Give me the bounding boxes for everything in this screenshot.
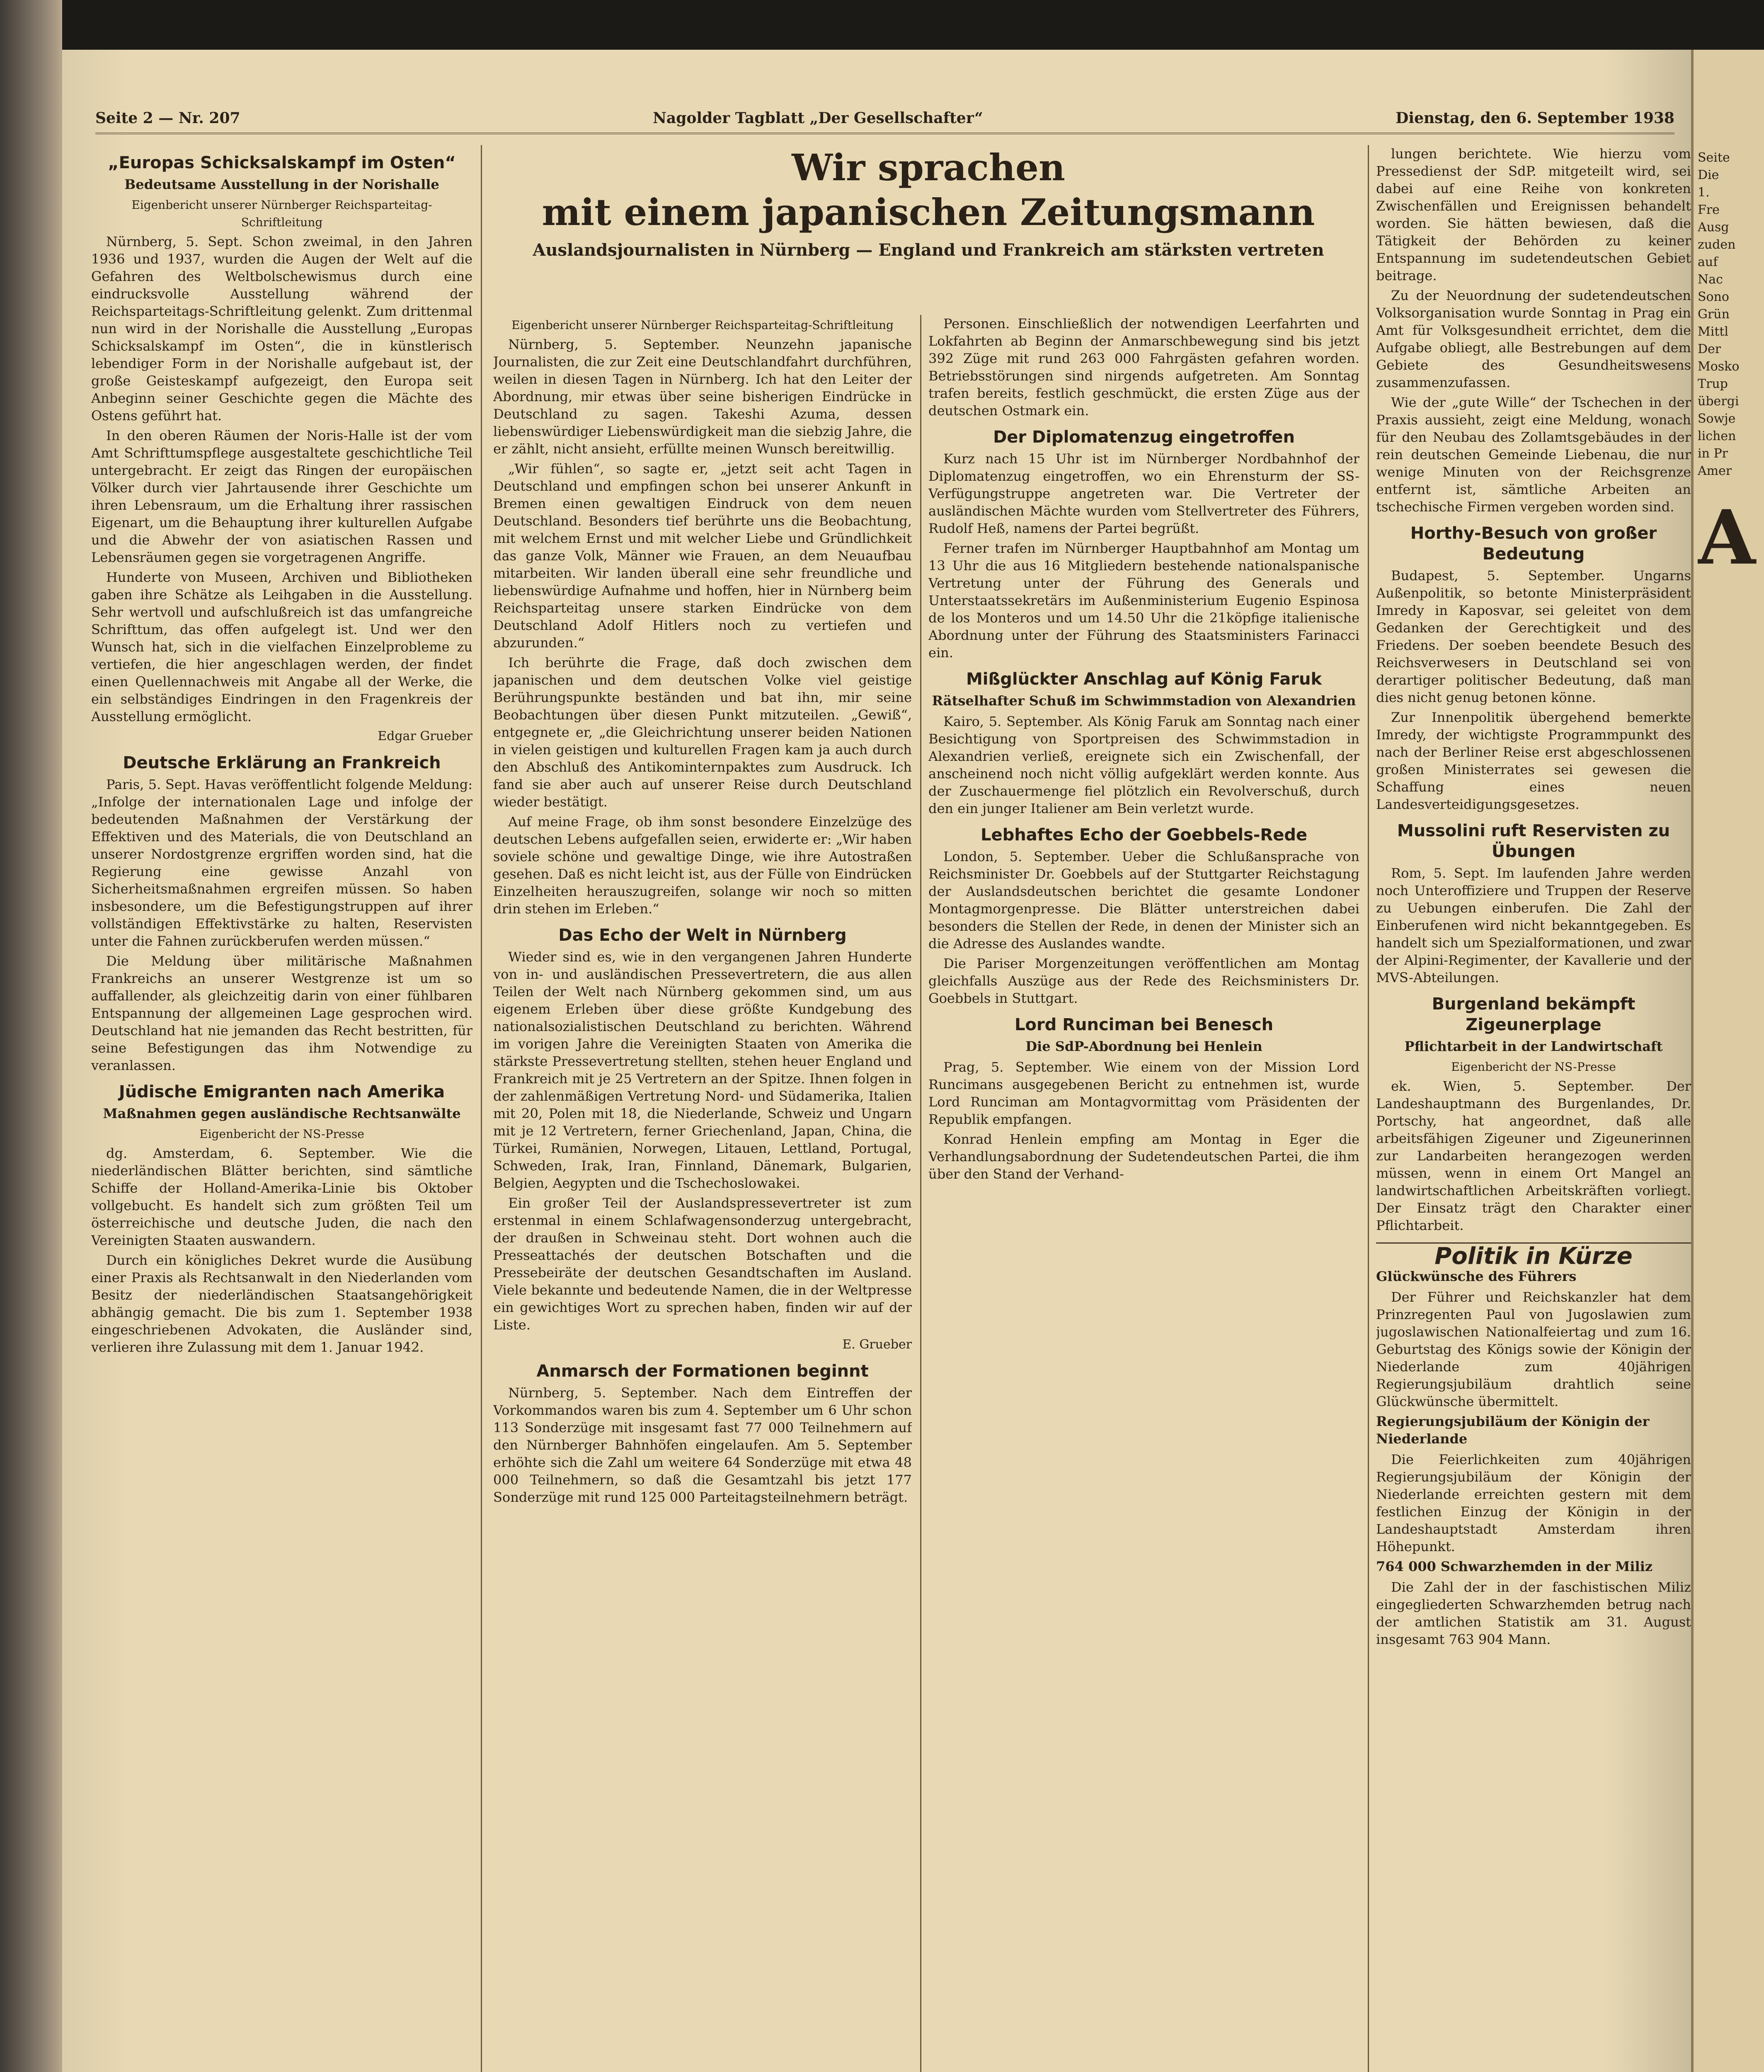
strip-line: Grün	[1698, 307, 1730, 322]
article-paragraph: Budapest, 5. September. Ungarns Außenpolitik, so betonte Ministerpräsident Imredy in Kaposvar, sei geleitet von dem Gedanken der Gerechtigkeit und des Friedens. Der soeben beendete Besuch des Reichsverwesers in Deutschland sei von derartiger politischer Bedeutung, daß man dies nicht genug betonen könne.	[1376, 568, 1691, 705]
facing-page-strip	[1691, 50, 1764, 2072]
article-body	[1376, 567, 1691, 813]
brief-headline: 764 000 Schwarzhemden in der Miliz	[1376, 1559, 1653, 1574]
article-paragraph: Nürnberg, 5. Sept. Schon zweimal, in den Jahren 1936 und 1937, wurden die Augen der Welt auf die Gefahren des Weltbolschewismus durch eine eindrucksvolle Ausstellung während der Reichsparteitags-Schriftleitung gelenkt. Zum drittenmal nun wird in der Norishalle die Ausstellung „Europas Schicksalskampf im Osten“, die in künstlerisch lebendiger Form in der Norishalle aufgebaut ist, der große Geisteskampf aufgezeigt, den Europa seit Anbeginn seiner Geschichte gegen die Mächte des Ostens geführt hat.	[91, 234, 472, 424]
politik-in-kuerze-heading: Politik in Kürze	[1376, 1242, 1691, 1265]
article-body	[928, 713, 1359, 817]
strip-line: Die	[1698, 168, 1719, 182]
strip-line: Der	[1698, 342, 1721, 356]
article-paragraph: Konrad Henlein empfing am Montag in Eger die Verhandlungsabordnung der Sudetendeutschen Partei, die ihm über den Stand der Verhand-	[928, 1131, 1359, 1182]
article-paragraph: ek. Wien, 5. September. Der Landeshauptmann des Burgenlandes, Dr. Portschy, hat angeordnet, daß alle arbeitsfähigen Zigeuner und Zigeunerinnen zur Landarbeiten herangezogen werden müssen, wenn in einem Ort Mangel an landwirtschaftlichen Arbeitskräften vorliegt. Der Einsatz trägt den Charakter einer Pflichtarbeit.	[1376, 1078, 1691, 1233]
article-paragraph: Kairo, 5. September. Als König Faruk am Sonntag nach einer Besichtigung von Sportpreisen des Schwimmstadion in Alexandrien verließ, ereignete sich ein Zwischenfall, der anscheinend noch nicht völlig aufgeklärt werden konnte. Aus der Zuschauermenge fiel plötzlich ein Revolverschuß, durch den ein junger Italiener am Bein verletzt wurde.	[928, 714, 1359, 816]
article-paragraph: Die Zahl der in der faschistischen Miliz eingegliederten Schwarzhemden betrug nach der amtlichen Statistik am 31. August insgesamt 763 904 Mann.	[1376, 1579, 1691, 1647]
article-body	[493, 1384, 912, 1506]
article-body	[493, 336, 912, 917]
article-headline: Lebhaftes Echo der Goebbels-Rede	[980, 825, 1308, 845]
main-title-line-2: mit einem japanischen Zeitungsmann	[542, 191, 1315, 234]
section-headline: Das Echo der Welt in Nürnberg	[558, 926, 847, 945]
main-title-line-1: Wir sprachen	[792, 146, 1065, 189]
article-paragraph: Durch ein königliches Dekret wurde die Ausübung einer Praxis als Rechtsanwalt in den Niederlanden vom Besitz der niederländischen Staatsangehörigkeit abhängig gemacht. Die bis zum 1. September 1938 eingeschriebenen Advokaten, die Ausländer sind, verlieren ihre Zulassung mit dem 1. Januar 1942.	[91, 1252, 472, 1355]
article-paragraph: „Wir fühlen“, so sagte er, „jetzt seit acht Tagen in Deutschland und empfingen schon bei unserer Ankunft in Bremen einen gewaltigen Eindruck von dem neuen Deutschland. Besonders tief berührte uns die Beobachtung, mit welchem Ernst und mit welcher Liebe und Gründlichkeit das ganze Volk, Männer wie Frauen, an dem Neuaufbau mitarbeiten. Wir landen überall eine sehr freundliche und liebenswürdige Aufnahme und hoffen, hier in Nürnberg beim Reichsparteitag unsere starken Eindrücke von dem Deutschland Adolf Hitlers noch zu vertiefen und abzurunden.“	[493, 461, 912, 651]
article-headline: Burgenland bekämpft Zigeunerplage	[1432, 995, 1636, 1034]
article-body	[1376, 1578, 1691, 1648]
book-binding-edge	[0, 0, 62, 2072]
header-date: Dienstag, den 6. September 1938	[1396, 109, 1674, 127]
facing-page-text	[1698, 149, 1760, 2072]
main-subtitle: Auslandsjournalisten in Nürnberg — England und Frankreich am stärksten vertreten	[533, 240, 1324, 260]
article-paragraph: Personen. Einschließlich der notwendigen Leerfahrten und Lokfahrten ab Beginn der Anmarschbewegung sind bis jetzt 392 Züge mit rund 263 000 Fahrgästen gefahren worden. Betriebsstörungen sind nirgends aufgetreten. Am Sonntag trafen bereits, festlich geschmückt, die ersten Züge aus der deutschen Ostmark ein.	[928, 316, 1359, 419]
article-paragraph: Nürnberg, 5. September. Nach dem Eintreffen der Vorkommandos waren bis zum 4. September um 6 Uhr schon 113 Sonderzüge mit insgesamt fast 77 000 Teilnehmern auf den Nürnberger Bahnhöfen eingelaufen. Am 5. September erhöhte sich die Zahl um weitere 64 Sonderzüge mit etwa 48 000 Teilnehmern, so daß die Gesamtzahl bis jetzt 177 Sonderzüge mit rund 125 000 Parteitagsteilnehmern beträgt.	[493, 1385, 912, 1505]
column-rule	[920, 315, 921, 2072]
article-body	[928, 450, 1359, 661]
article-headline: Lord Runciman bei Benesch	[1014, 1015, 1274, 1034]
article-paragraph: Rom, 5. Sept. Im laufenden Jahre werden noch Unteroffiziere und Truppen der Reserve zu Uebungen einberufen. Die Zahl der Einberufenen wird nicht bekanntgegeben. Es handelt sich um Spezialformationen, und zwar der Alpini-Regimenter, der Kavallerie und der MVS-Abteilungen.	[1376, 865, 1691, 985]
strip-line: Amer	[1698, 464, 1732, 478]
article-paragraph: Zu der Neuordnung der sudetendeutschen Volksorganisation wurde Sonntag in Prag ein Amt für Volksgesundheit errichtet, dem die Aufgabe obliegt, alle Bestrebungen auf dem Gebiete des Gesundheitswesens zusammenzufassen.	[1376, 288, 1691, 390]
strip-line: Seite	[1698, 150, 1730, 165]
article-headline: Jüdische Emigranten nach Amerika	[119, 1082, 445, 1101]
article-body	[928, 1058, 1359, 1183]
article-body	[91, 776, 472, 1074]
article-signature: Edgar Grueber	[378, 729, 472, 743]
strip-line: Sowje	[1698, 411, 1736, 426]
article-body	[1376, 1451, 1691, 1555]
article-paragraph: Die Meldung über militärische Maßnahmen Frankreichs an unserer Westgrenze ist um so auffallender, als gleichzeitig darin von einer fühlbaren Entspannung der allgemeinen Lage gesprochen wird. Deutschland hat nie jemanden das Recht bestritten, für seine Befestigungen das ihm Notwendige zu veranlassen.	[91, 953, 472, 1073]
article-headline: Deutsche Erklärung an Frankreich	[123, 753, 441, 772]
article-body	[1376, 1077, 1691, 1234]
article-body	[1376, 145, 1691, 516]
article-paragraph: Hunderte von Museen, Archiven und Bibliotheken gaben ihre Schätze als Leihgaben in die Ausstellung. Sehr wertvoll und aufschlußreich ist das umfangreiche Schrifttum, das offen aufgelegt ist. Und wer den Wunsch hat, sich in die vielfachen Einzelprobleme zu vertiefen, die hier angeschlagen werden, der findet einen Quellennachweis mit Angabe all der Werke, die ein selbständiges Eindringen in den Fragenkreis der Ausstellung ermöglicht.	[91, 569, 472, 724]
page-header	[95, 104, 1674, 134]
article-paragraph: Ich berührte die Frage, daß doch zwischen dem japanischen und dem deutschen Volke viel geistige Berührungspunkte beständen und bat ihn, mir seine Beobachtungen über diesen Punkt mitzuteilen. „Gewiß“, entgegnete er, „die Gleichrichtung unserer beiden Nationen in vielen geistigen und kulturellen Fragen kam ja auch durch den Abschluß des Antikominternpaktes zum Ausdruck. Ich fand sie aber auch auf unserer Reise durch Deutschland wieder bestätigt.	[493, 655, 912, 810]
article-signature: E. Grueber	[842, 1337, 912, 1352]
strip-line: Trup	[1698, 377, 1728, 391]
strip-line: Mosko	[1698, 359, 1740, 374]
main-article-title-block	[493, 145, 1364, 260]
article-paragraph: Die Pariser Morgenzeitungen veröffentlichen am Montag gleichfalls Auszüge aus der Rede des Reichsministers Dr. Goebbels in Stuttgart.	[928, 956, 1359, 1006]
section-headline: Anmarsch der Formationen beginnt	[536, 1362, 869, 1381]
article-headline: Horthy-Besuch von großer Bedeutung	[1410, 524, 1657, 564]
header-page-number: Seite 2 — Nr. 207	[95, 109, 240, 127]
strip-large-letter: A	[1698, 494, 1756, 581]
article-subheadline: Pflichtarbeit in der Landwirtschaft	[1404, 1038, 1663, 1054]
article-subheadline: Die SdP-Abordnung bei Henlein	[1025, 1038, 1262, 1054]
article-paragraph: lungen berichtete. Wie hierzu vom Pressedienst der SdP. mitgeteilt wird, sei dabei auf eine Reihe von konkreten Zwischenfällen und Ereignissen behandelt worden. Sie hätten bewiesen, daß die Tätigkeit der Behörden zu keiner Entspannung im sudetendeutschen Gebiet beitrage.	[1376, 146, 1691, 283]
article-paragraph: In den oberen Räumen der Noris-Halle ist der vom Amt Schrifttumspflege ausgestaltete geschichtliche Teil untergebracht. Er zeigt das Ringen der europäischen Völker durch vier Jahrtausende ihrer Geschichte um ihren Lebensraum, um die Erhaltung ihrer rassischen Eigenart, um die Behauptung ihrer kulturellen Aufgabe und die Abwehr der von asiatischen Rassen und Lebensräumen gegen sie vorgetragenen Angriffe.	[91, 428, 472, 565]
brief-headline: Glückwünsche des Führers	[1376, 1268, 1577, 1284]
article-paragraph: Wie der „gute Wille“ der Tschechen in der Praxis aussieht, zeigt eine Meldung, wonach für den Neubau des Zollamtsgebäudes in der rein deutschen Gemeinde Liebenau, die nur wenige Minuten von der Reichsgrenze entfernt ist, sämtliche Arbeiten an tschechische Firmen vergeben worden sind.	[1376, 395, 1691, 515]
strip-line: Fre	[1698, 203, 1720, 217]
article-paragraph: Der Führer und Reichskanzler hat dem Prinzregenten Paul von Jugoslawien zum jugoslawischen Nationalfeiertag und zum 16. Geburtstag des Königs sowie der Königin der Niederlande zum 40jährigen Regierungsjubiläum drahtlich seine Glückwünsche übermittelt.	[1376, 1289, 1691, 1409]
article-paragraph: Die Feierlichkeiten zum 40jährigen Regierungsjubiläum der Königin der Niederlande erreichten gestern mit dem festlichen Einzug der Königin in der Landeshauptstadt Amsterdam ihren Höhepunkt.	[1376, 1452, 1691, 1554]
article-body	[1376, 864, 1691, 986]
main-byline: Eigenbericht unserer Nürnberger Reichsparteitag-Schriftleitung	[511, 318, 894, 332]
main-column-a	[493, 315, 912, 2072]
right-column	[1376, 145, 1691, 2072]
article-paragraph: Paris, 5. Sept. Havas veröffentlicht folgende Meldung: „Infolge der internationalen Lage und infolge der bedeutenden Maßnahmen der Verstärkung der Effektiven und des Materials, die von Deutschland an unserer Nordostgrenze ergriffen worden sind, hat die Regierung eine gewisse Anzahl von Sicherheitsmaßnahmen ergreifen müssen. So haben insbesondere, um die Befestigungstruppen auf ihrer vollständigen Effektivstärke zu halten, Reservisten unter die Fahnen zurückberufen werden müssen.“	[91, 777, 472, 949]
article-subheadline: Maßnahmen gegen ausländische Rechtsanwälte	[103, 1106, 461, 1121]
strip-line: Nac	[1698, 272, 1723, 287]
article-body	[91, 233, 472, 725]
article-byline: Eigenbericht der NS-Presse	[1451, 1060, 1616, 1074]
article-subheadline: Bedeutsame Ausstellung in der Norishalle	[124, 177, 439, 192]
article-byline: Eigenbericht unserer Nürnberger Reichsparteitag-Schriftleitung	[131, 198, 432, 229]
strip-line: in Pr	[1698, 446, 1728, 461]
article-body	[928, 848, 1359, 1007]
article-body	[493, 948, 912, 1334]
article-headline: Mussolini ruft Reservisten zu Übungen	[1397, 821, 1670, 861]
strip-line: Sono	[1698, 290, 1729, 304]
brief-headline: Regierungsjubiläum der Königin der Niederlande	[1376, 1414, 1650, 1447]
article-byline: Eigenbericht der NS-Presse	[199, 1127, 364, 1141]
strip-line: übergi	[1698, 394, 1739, 409]
newspaper-page	[62, 50, 1720, 2072]
article-body	[928, 315, 1359, 419]
strip-line: zuden	[1698, 237, 1736, 252]
column-rule	[1368, 145, 1369, 2072]
section-headline: Der Diplomatenzug eingetroffen	[993, 428, 1295, 447]
strip-line: lichen	[1698, 429, 1736, 443]
article-paragraph: Ferner trafen im Nürnberger Hauptbahnhof am Montag um 13 Uhr die aus 16 Mitgliedern bestehende nationalspanische Vertretung unter der Führung des Generals und Unterstaatssekretärs im Außenministerium Eugenio Espinosa de los Monteros und um 14.50 Uhr die 21köpfige italienische Abordnung unter der Führung des Staatsministers Farinacci ein.	[928, 540, 1359, 661]
article-subheadline: Rätselhafter Schuß im Schwimmstadion von Alexandrien	[932, 693, 1356, 709]
strip-line: Ausg	[1698, 220, 1729, 235]
article-paragraph: Ein großer Teil der Auslandspressevertreter ist zum erstenmal in einem Schlafwagensonderzug untergebracht, der draußen in Schweinau steht. Dort wohnen auch die Presseattachés der deutschen Botschaften und die Pressebeiräte der deutschen Gesandtschaften im Ausland. Viele bekannte und bedeutende Namen, die in der Weltpresse ein gewichtiges Wort zu sprechen haben, finden wir auf der Liste.	[493, 1195, 912, 1333]
article-paragraph: Nürnberg, 5. September. Neunzehn japanische Journalisten, die zur Zeit eine Deutschlandfahrt durchführen, weilen in diesen Tagen in Nürnberg. Ich hat den Leiter der Abordnung, mir etwas über seine bisherigen Eindrücke in Deutschland zu sagen. Takeshi Azuma, dessen liebenswürdiger Liebenswürdigkeit man die siebzig Jahre, die er zählt, nicht ansieht, erfüllte meinen Wunsch bereitwillig.	[493, 336, 912, 457]
article-paragraph: Auf meine Frage, ob ihm sonst besondere Einzelzüge des deutschen Lebens aufgefallen seien, erwiderte er: „Wir haben soviele schöne und gewaltige Dinge, wie ihre Autostraßen gesehen. Daß es nicht leicht ist, aus der Fülle von Eindrücken Einzelheiten herauszugreifen, solange wir noch so mitten drin stehen im Erleben.“	[493, 814, 912, 917]
strip-line: 1.	[1698, 185, 1710, 200]
main-column-b	[928, 315, 1359, 2072]
left-column	[91, 145, 472, 2072]
column-rule	[481, 145, 482, 2072]
article-paragraph: dg. Amsterdam, 6. September. Wie die niederländischen Blätter berichten, sind sämtliche Schiffe der Holland-Amerika-Linie bis Oktober vollgebucht. Es handelt sich zum größten Teil um österreichische und deutsche Juden, die nach den Vereinigten Staaten auswandern.	[91, 1145, 472, 1248]
article-paragraph: London, 5. September. Ueber die Schlußansprache von Reichsminister Dr. Goebbels auf der Stuttgarter Reichstagung der Auslandsdeutschen berichtet die gesamte Londoner Montagmorgenpresse. Die Blätter unterstreichen dabei besonders die Stellen der Rede, in denen der Minister sich an die Adresse des Auslandes wandte.	[928, 849, 1359, 951]
article-headline: „Europas Schicksalskampf im Osten“	[108, 153, 456, 172]
article-body	[91, 1145, 472, 1356]
strip-line: Mittl	[1698, 324, 1729, 339]
article-paragraph: Zur Innenpolitik übergehend bemerkte Imredy, der wichtigste Programmpunkt des nach der Berliner Reise erst abgeschlossenen großen Ministerrates sei gewesen die Schaffung eines neuen Landesverteidigungsgesetzes.	[1376, 709, 1691, 812]
strip-line: auf	[1698, 255, 1718, 269]
article-headline: Mißglückter Anschlag auf König Faruk	[966, 670, 1322, 689]
article-paragraph: Prag, 5. September. Wie einem von der Mission Lord Runcimans ausgegebenen Bericht zu entnehmen ist, wurde Lord Runciman am Montagvormittag vom Präsidenten der Republik empfangen.	[928, 1059, 1359, 1127]
article-body	[1376, 1288, 1691, 1410]
article-paragraph: Kurz nach 15 Uhr ist im Nürnberger Nordbahnhof der Diplomatenzug eingetroffen, wo ein Ehrensturm der SS-Verfügungstruppe angetreten war. Die Vertreter der ausländischen Mächte wurden vom Stellvertreter des Führers, Rudolf Heß, namens der Partei begrüßt.	[928, 451, 1359, 536]
article-paragraph: Wieder sind es, wie in den vergangenen Jahren Hunderte von in- und ausländischen Pressevertretern, die aus allen Teilen der Welt nach Nürnberg gekommen sind, um aus eigenem Erleben über diese größte Kundgebung des nationalsozialistischen Deutschland zu berichten. Während im vorigen Jahre die Vereinigten Staaten von Amerika die stärkste Pressevertretung stellten, stehen heuer England und Frankreich mit je 25 Vertretern an der Spitze. Ihnen folgen in der zahlenmäßigen Vertretung Nord- und Südamerika, Italien mit 20, Polen mit 18, die Niederlande, Schweiz und Ungarn mit je 12 Vertretern, ferner Griechenland, Japan, China, die Türkei, Rumänien, Norwegen, Litauen, Lettland, Portugal, Schweden, Irak, Iran, Finnland, Dänemark, Bulgarien, Belgien, Aegypten und die Tschechoslowakei.	[493, 949, 912, 1191]
header-masthead: Nagolder Tagblatt „Der Gesellschafter“	[653, 109, 983, 127]
